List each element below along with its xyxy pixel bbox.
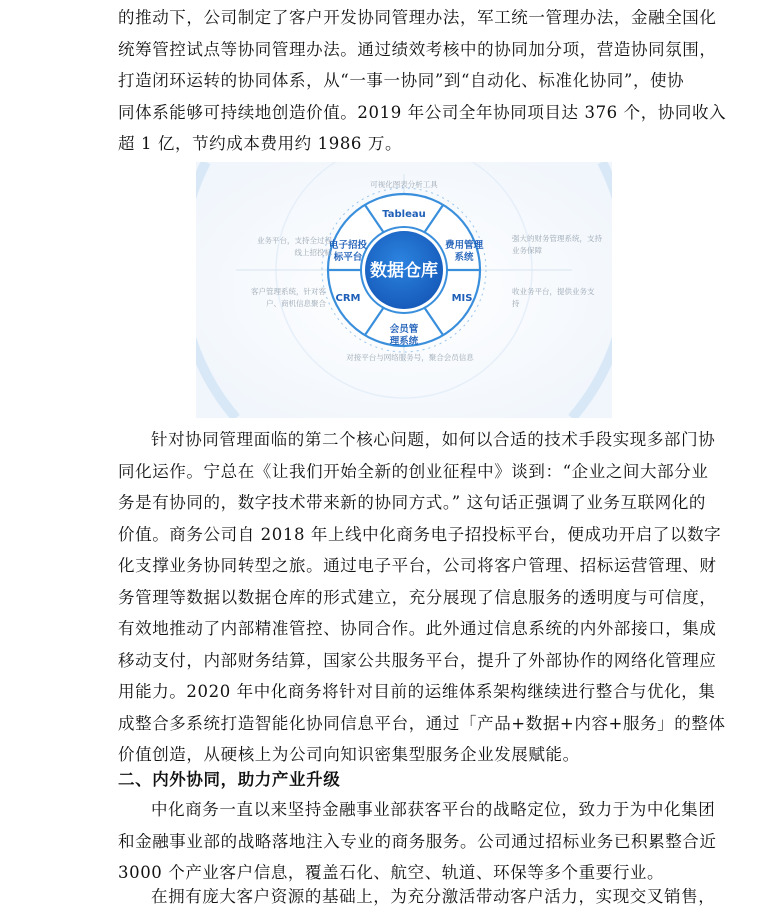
text-line: 移动支付，内部财务结算，国家公共服务平台，提升了外部协作的网络化管理应 <box>118 650 717 670</box>
diagram-svg <box>196 162 612 418</box>
note-member: 对接平台与网络服务号，聚合会员信息 <box>346 353 474 362</box>
text-line: 统筹管控试点等协同管理办法。通过绩效考核中的协同加分项，营造协同氛围， <box>118 39 717 59</box>
text-line: 超 1 亿，节约成本费用约 1986 万。 <box>118 134 403 153</box>
paragraph-collaboration-system <box>118 2 727 160</box>
note-mis-line2: 持 <box>512 299 520 308</box>
segment-expense-line1: 费用管理 <box>444 240 484 251</box>
text-line: 务是有协同的，数字技术带来新的协同方式。” 这句话正强调了业务互联网化的 <box>118 493 707 512</box>
segment-bidding-line2: 标平台 <box>333 252 363 263</box>
note-expense-line1: 强大的财务管理系统，支持 <box>512 234 602 243</box>
text-line: 化支撑业务协同转型之旅。通过电子平台，公司将客户管理、招标运营管理、财 <box>118 556 717 575</box>
center-label: 数据仓库 <box>370 261 438 281</box>
segment-mis: MIS <box>451 293 473 304</box>
note-tableau: 可视化图表分析工具 <box>370 180 438 189</box>
text-line: 价值创造，从硬核上为公司向知识密集型服务企业发展赋能。 <box>118 745 580 764</box>
text-line: 在拥有庞大客户资源的基础上，为充分激活带动客户活力，实现交叉销售， <box>151 887 716 906</box>
text-line: 价值。商务公司自 2018 年上线中化商务电子招投标平台，便成功开启了以数字 <box>118 524 722 544</box>
segment-member-line1: 会员管 <box>389 324 419 335</box>
text-line: 务管理等数据以数据仓库的形式建立，充分展现了信息服务的透明度与可信度， <box>118 587 717 607</box>
segment-member-line2: 理系统 <box>389 336 419 347</box>
data-warehouse-diagram <box>196 162 612 418</box>
paragraph-strategic-positioning <box>118 794 717 889</box>
note-crm-line2: 户、商机信息聚合 <box>266 299 326 308</box>
note-crm-line1: 客户管理系统，针对客 <box>251 287 326 296</box>
note-mis-line1: 收业务平台，提供业务支 <box>512 287 595 296</box>
text-line: 和金融事业部的战略落地注入专业的商务服务。公司通过招标业务已积累整合近 <box>118 831 717 851</box>
text-line: 针对协同管理面临的第二个核心问题，如何以合适的技术手段实现多部门协 <box>151 430 716 449</box>
text-line: 中化商务一直以来坚持金融事业部获客平台的战略定位，致力于为中化集团 <box>151 800 716 819</box>
text-line: 的推动下，公司制定了客户开发协同管理办法，军工统一管理办法，金融全国化 <box>118 8 717 27</box>
segment-expense-line2: 系统 <box>454 252 474 263</box>
note-bidding-line1: 业务平台，支持全过程 <box>257 236 332 245</box>
segment-crm: CRM <box>335 293 361 304</box>
paragraph-digital-collaboration <box>118 424 726 771</box>
text-line: 成整合多系统打造智能化协同信息平台，通过「产品+数据+内容+服务」的整体 <box>118 713 726 733</box>
text-line: 同体系能够可持续地创造价值。2019 年公司全年协同项目达 376 个，协同收入 <box>118 102 727 122</box>
note-expense-line2: 业务保障 <box>512 246 542 255</box>
text-line: 用能力。2020 年中化商务将针对目前的运维体系架构继续进行整合与优化，集 <box>118 682 716 701</box>
section-heading: 二、内外协同，助力产业升级 <box>118 770 341 789</box>
text-line: 3000 个产业客户信息，覆盖石化、航空、轨道、环保等多个重要行业。 <box>118 863 665 882</box>
text-line: 同化运作。宁总在《让我们开始全新的创业征程中》谈到：“企业之间大部分业 <box>118 461 709 481</box>
text-line: 有效地推动了内部精准管控、协同合作。此外通过信息系统的内外部接口，集成 <box>118 619 717 638</box>
text-line: 打造闭环运转的协同体系，从“一事一协同”到“自动化、标准化协同”，使协 <box>118 71 685 90</box>
segment-bidding-line1: 电子招投 <box>328 240 368 251</box>
note-bidding-line2: 线上招投标 <box>294 248 332 257</box>
paragraph-cross-selling <box>118 881 716 913</box>
segment-tableau: Tableau <box>382 209 426 220</box>
